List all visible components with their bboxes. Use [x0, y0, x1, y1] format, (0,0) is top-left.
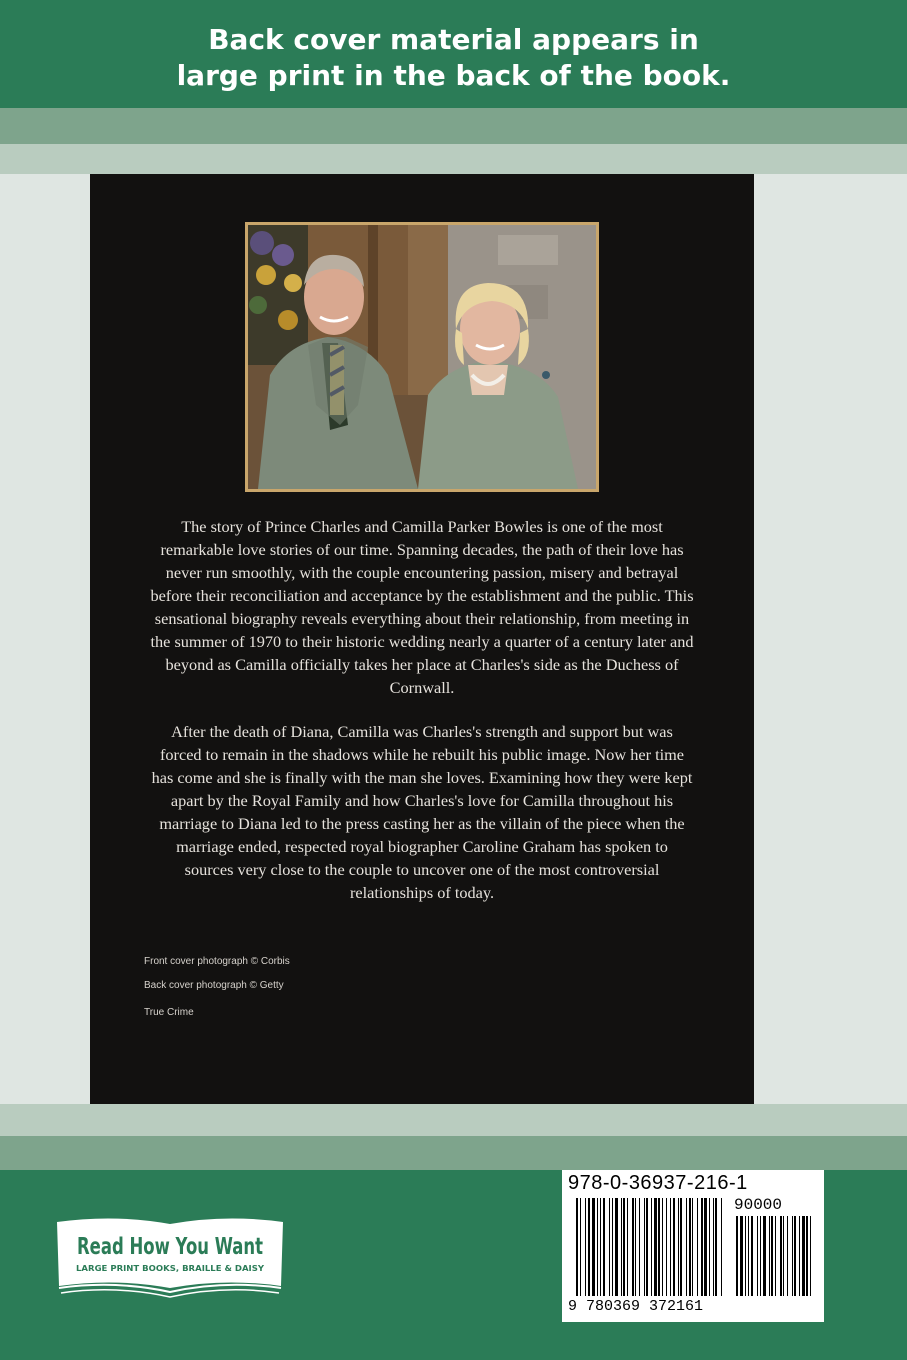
publisher-logo: [55, 1216, 285, 1298]
couple-photo: [248, 225, 596, 489]
top-stripe-dark: [0, 108, 907, 144]
isbn-number: 978-0-36937-216-1: [568, 1172, 748, 1194]
back-cover-credit: Back cover photograph © Getty: [144, 980, 284, 991]
blurb-paragraph-1: The story of Prince Charles and Camilla Parker Bowles is one of the most remarkable love stories of our time. Spanning decades, the path of their love has never run smoothly, with the couple encountering passion, misery and betrayal before their reconciliation and acceptance by the establishment and the public. This sensational biography reveals everything about their relationship, from meeting in the summer of 1970 to their historic wedding nearly a quarter of a century later and beyond as Camilla officially takes her place at Charles's side as the Duchess of Cornwall.: [150, 517, 694, 697]
front-cover-credit: Front cover photograph © Corbis: [144, 956, 290, 967]
isbn-barcode: [562, 1170, 824, 1322]
top-stripe-light: [0, 144, 907, 174]
barcode-digits: 9 780369 372161: [568, 1298, 704, 1315]
bottom-stripe-light: [0, 1104, 907, 1136]
header-line-1: Back cover material appears in: [208, 23, 699, 56]
publisher-name: Read How You Want: [77, 1234, 263, 1260]
couple-photo-illustration: [248, 225, 596, 489]
header-text: [0, 22, 907, 94]
genre-label: True Crime: [144, 1007, 194, 1018]
book-logo-icon: [55, 1216, 285, 1298]
header-line-2: large print in the back of the book.: [176, 59, 731, 92]
bottom-stripe-dark: [0, 1136, 907, 1170]
price-code: 90000: [734, 1196, 783, 1214]
photo-frame: [245, 222, 599, 492]
back-cover-panel: [90, 174, 754, 1104]
photo-credits: [144, 950, 290, 1025]
publisher-tagline: LARGE PRINT BOOKS, BRAILLE & DAISY: [76, 1264, 265, 1273]
blurb-paragraph-2: After the death of Diana, Camilla was Charles's strength and support but was forced to remain in the shadows while he rebuilt his public image. Now her time has come and she is finally with the man she loves. Examining how they were kept apart by the Royal Family and how Charles's love for Camilla throughout his marriage to Diana led to the press casting her as the villain of the piece when the marriage ended, respected royal biographer Caroline Graham has spoken to sources very close to the couple to uncover one of the most controversial relationships of today.: [151, 722, 693, 902]
header-band: [0, 0, 907, 108]
